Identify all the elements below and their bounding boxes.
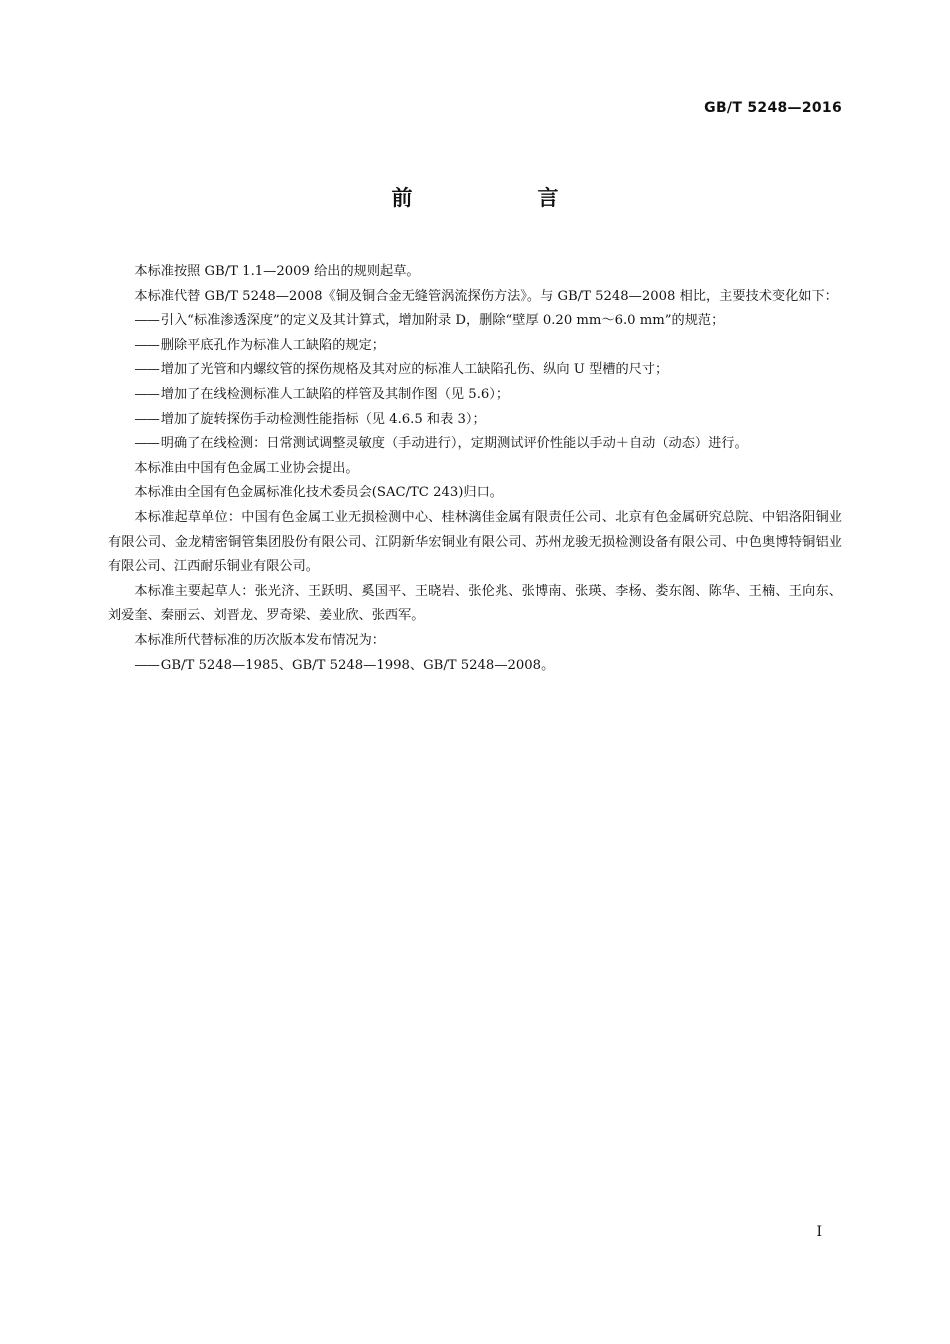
dash-list-item: [108, 358, 842, 383]
paragraph: 本标准主要起草人：张光济、王跃明、奚国平、王晓岩、张伦兆、张博南、张瑛、李杨、娄东阁、陈华、王楠、王向东、刘爱奎、秦丽云、刘晋龙、罗奇梁、姜业欣、张西军。: [108, 583, 842, 624]
dash-list-item: [108, 654, 842, 679]
dash-marker: ——: [134, 411, 159, 427]
document-number: GB/T 5248—2016: [704, 100, 842, 116]
dash-item-text: 增加了光管和内螺纹管的探伤规格及其对应的标准人工缺陷孔伤、纵向 U 型槽的尺寸；: [160, 362, 669, 378]
paragraph: 本标准由全国有色金属标准化技术委员会(SAC/TC 243)归口。: [134, 485, 503, 501]
dash-item-text: 明确了在线检测：日常测试调整灵敏度（手动进行），定期测试评价性能以手动＋自动（动态）进行。: [160, 436, 748, 452]
dash-marker: ——: [134, 337, 159, 353]
paragraph: 本标准代替 GB/T 5248—2008《铜及铜合金无缝管涡流探伤方法》。与 GB/T 5248—2008 相比，主要技术变化如下：: [134, 288, 838, 304]
dash-item-text: 删除平底孔作为标准人工缺陷的规定；: [160, 337, 385, 353]
dash-marker: ——: [134, 386, 159, 402]
page-title: 前 言: [391, 186, 611, 210]
dash-item-text: 增加了在线检测标准人工缺陷的样管及其制作图（见 5.6）；: [160, 386, 510, 402]
dash-item-text: 增加了旋转探伤手动检测性能指标（见 4.6.5 和表 3）；: [160, 411, 486, 427]
paragraph: 本标准按照 GB/T 1.1—2009 给出的规则起草。: [134, 264, 420, 279]
dash-marker: ——: [134, 362, 159, 378]
dash-item-text: 引入“标准渗透深度”的定义及其计算式，增加附录 D，删除“壁厚 0.20 mm～6.0 mm”的规范；: [160, 313, 725, 329]
dash-marker: ——: [134, 436, 159, 452]
paragraph: 本标准所代替标准的历次版本发布情况为：: [134, 632, 385, 648]
dash-list-item: [108, 383, 842, 408]
page-number: I: [816, 1224, 822, 1240]
dash-list-item: [108, 334, 842, 359]
paragraph: 本标准起草单位：中国有色金属工业无损检测中心、桂林漓佳金属有限责任公司、北京有色金属研究总院、中铝洛阳铜业有限公司、金龙精密铜管集团股份有限公司、江阴新华宏铜业有限公司、苏州龙骏无损检测设备有限公司、中色奥博特铜铝业有限公司、江西耐乐铜业有限公司。: [108, 509, 842, 575]
dash-marker: ——: [134, 657, 159, 673]
foreword-body: [108, 260, 842, 678]
paragraph: 本标准由中国有色金属工业协会提出。: [134, 460, 359, 476]
dash-item-text: GB/T 5248—1985、GB/T 5248—1998、GB/T 5248—2008。: [160, 657, 555, 673]
dash-list-item: [108, 408, 842, 433]
dash-marker: ——: [134, 313, 159, 329]
dash-list-item: [108, 432, 842, 457]
dash-list-item: [108, 309, 842, 334]
